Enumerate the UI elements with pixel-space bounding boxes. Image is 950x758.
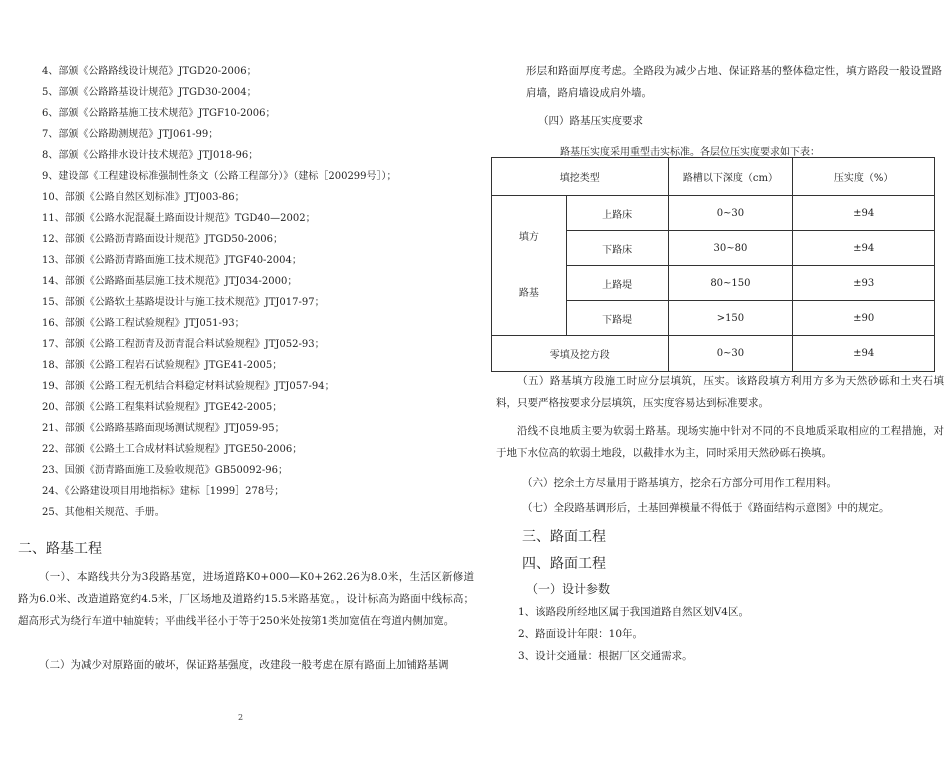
header-depth: 路槽以下深度（cm）	[668, 158, 793, 196]
reference-item: 18、部颁《公路工程岩石试验规程》JTGE41-2005；	[42, 360, 283, 371]
subgrade-paragraph-2: （二）为减少对原路面的破坏，保证路基强度，改建段一般考虑在原有路面上加铺路基调	[39, 659, 449, 671]
header-fill-type: 填挖类型	[492, 158, 669, 196]
subgrade-paragraph-5: （五）路基填方段施工时应分层填筑，压实。该路段填方利用方多为天然砂砾和土夹石填料，只要严格按要求分层填筑，压实度容易达到标准要求。	[496, 375, 944, 409]
reference-item: 23、国颁《沥青路面施工及验收规范》GB50092-96；	[42, 465, 288, 476]
depth-cell: 0~30	[668, 196, 793, 231]
design-params-heading: （一）设计参数	[526, 582, 611, 596]
table-row	[492, 336, 935, 372]
subgrade-paragraph-continued: 形层和路面厚度考虑。全路段为减少占地、保证路基的整体稳定性，填方路段一般设置路肩墙，路肩墙设成肩外墙。	[526, 65, 942, 99]
fill-label: 填方	[518, 231, 539, 243]
cut-section-label: 零填及挖方段	[492, 336, 669, 372]
page-number: 2	[238, 713, 244, 722]
reference-item: 21、部颁《公路路基路面现场测试规程》JTJ059-95；	[42, 423, 285, 434]
reference-item: 16、部颁《公路工程试验规程》JTJ051-93；	[42, 318, 245, 329]
compaction-table	[491, 157, 935, 372]
compaction-cell: ±93	[793, 266, 935, 301]
reference-item: 8、部颁《公路排水设计技术规范》JTJ018-96；	[42, 150, 259, 161]
table-header-row	[492, 158, 935, 196]
reference-item: 5、部颁《公路路基设计规范》JTGD30-2004；	[42, 87, 257, 98]
layer-cell: 下路堤	[566, 301, 668, 336]
section-heading-subgrade: 二、路基工程	[18, 541, 102, 557]
reference-item: 6、部颁《公路路基施工技术规范》JTGF10-2006；	[42, 108, 276, 119]
reference-item: 12、部颁《公路沥青路面设计规范》JTGD50-2006；	[42, 234, 283, 245]
reference-item: 25、其他相关规范、手册。	[42, 507, 165, 518]
reference-item: 17、部颁《公路工程沥青及沥青混合料试验规程》JTJ052-93；	[42, 339, 325, 350]
compaction-intro: 路基压实度采用重型击实标准。各层位压实度要求如下表：	[560, 147, 820, 158]
reference-item: 7、部颁《公路勘测规范》JTJ061-99；	[42, 129, 219, 140]
depth-cell: 0~30	[668, 336, 793, 372]
compaction-cell: ±94	[793, 196, 935, 231]
depth-cell: 30~80	[668, 231, 793, 266]
reference-item: 11、部颁《公路水泥混凝土路面设计规范》TGD40—2002；	[42, 213, 316, 224]
layer-cell: 上路床	[566, 196, 668, 231]
compaction-cell: ±90	[793, 301, 935, 336]
subgrade-paragraph-7: （七）全段路基调形后，土基回弹模量不得低于《路面结构示意图》中的规定。	[522, 502, 890, 514]
design-param-item: 3、设计交通量：根据厂区交通需求。	[518, 650, 693, 662]
reference-item: 22、部颁《公路土工合成材料试验规程》JTGE50-2006；	[42, 444, 303, 455]
reference-item: 4、部颁《公路路线设计规范》JTGD20-2006；	[42, 66, 257, 77]
reference-item: 14、部颁《公路路面基层施工技术规范》JTJ034-2000；	[42, 276, 298, 287]
layer-cell: 上路堤	[566, 266, 668, 301]
reference-item: 15、部颁《公路软土基路堤设计与施工技术规范》JTJ017-97；	[42, 297, 325, 308]
table-row	[492, 196, 935, 231]
subgrade-label: 路基	[518, 287, 539, 299]
depth-cell: >150	[668, 301, 793, 336]
reference-item: 13、部颁《公路沥青路面施工技术规范》JTGF40-2004；	[42, 255, 302, 266]
reference-item: 24、《公路建设项目用地指标》建标［1999］278号；	[42, 486, 285, 497]
compaction-heading: （四）路基压实度要求	[538, 115, 643, 127]
design-param-item: 2、路面设计年限：10年。	[518, 628, 644, 640]
reference-item: 20、部颁《公路工程集料试验规程》JTGE42-2005；	[42, 402, 283, 413]
reference-item: 19、部颁《公路工程无机结合料稳定材料试验规程》JTJ057-94；	[42, 381, 335, 392]
section-heading-pavement-3: 三、路面工程	[522, 529, 606, 545]
header-compaction: 压实度（%）	[793, 158, 935, 196]
design-param-item: 1、该路段所经地区属于我国道路自然区划V4区。	[518, 606, 749, 618]
section-heading-pavement-4: 四、路面工程	[522, 556, 606, 572]
soft-soil-paragraph: 沿线不良地质主要为软弱土路基。现场实施中针对不同的不良地质采取相应的工程措施，对于地下水位高的软弱土地段，以截排水为主，同时采用天然砂砾石换填。	[496, 425, 944, 459]
layer-cell: 下路床	[566, 231, 668, 266]
compaction-cell: ±94	[793, 231, 935, 266]
reference-item: 10、部颁《公路自然区划标准》JTJ003-86；	[42, 192, 245, 203]
compaction-cell: ±94	[793, 336, 935, 372]
subgrade-paragraph-1: （一）、本路线共分为3段路基宽，进场道路K0+000—K0+262.26为8.0米，生活区新修道路为6.0米、改造道路宽约4.5米，厂区场地及道路约15.5米路基宽。，设计标高为路面中线标高；超高形式为绕行车道中轴旋转；平曲线半径小于等于250米处按第1类加宽值在弯道内侧加宽。	[18, 571, 474, 627]
subgrade-paragraph-6: （六）挖余土方尽量用于路基填方，挖余石方部分可用作工程用料。	[522, 477, 837, 489]
depth-cell: 80~150	[668, 266, 793, 301]
reference-item: 9、建设部《工程建设标准强制性条文（公路工程部分）》（建标［200299号］）；	[42, 171, 397, 182]
fill-subgrade-label	[492, 196, 567, 336]
